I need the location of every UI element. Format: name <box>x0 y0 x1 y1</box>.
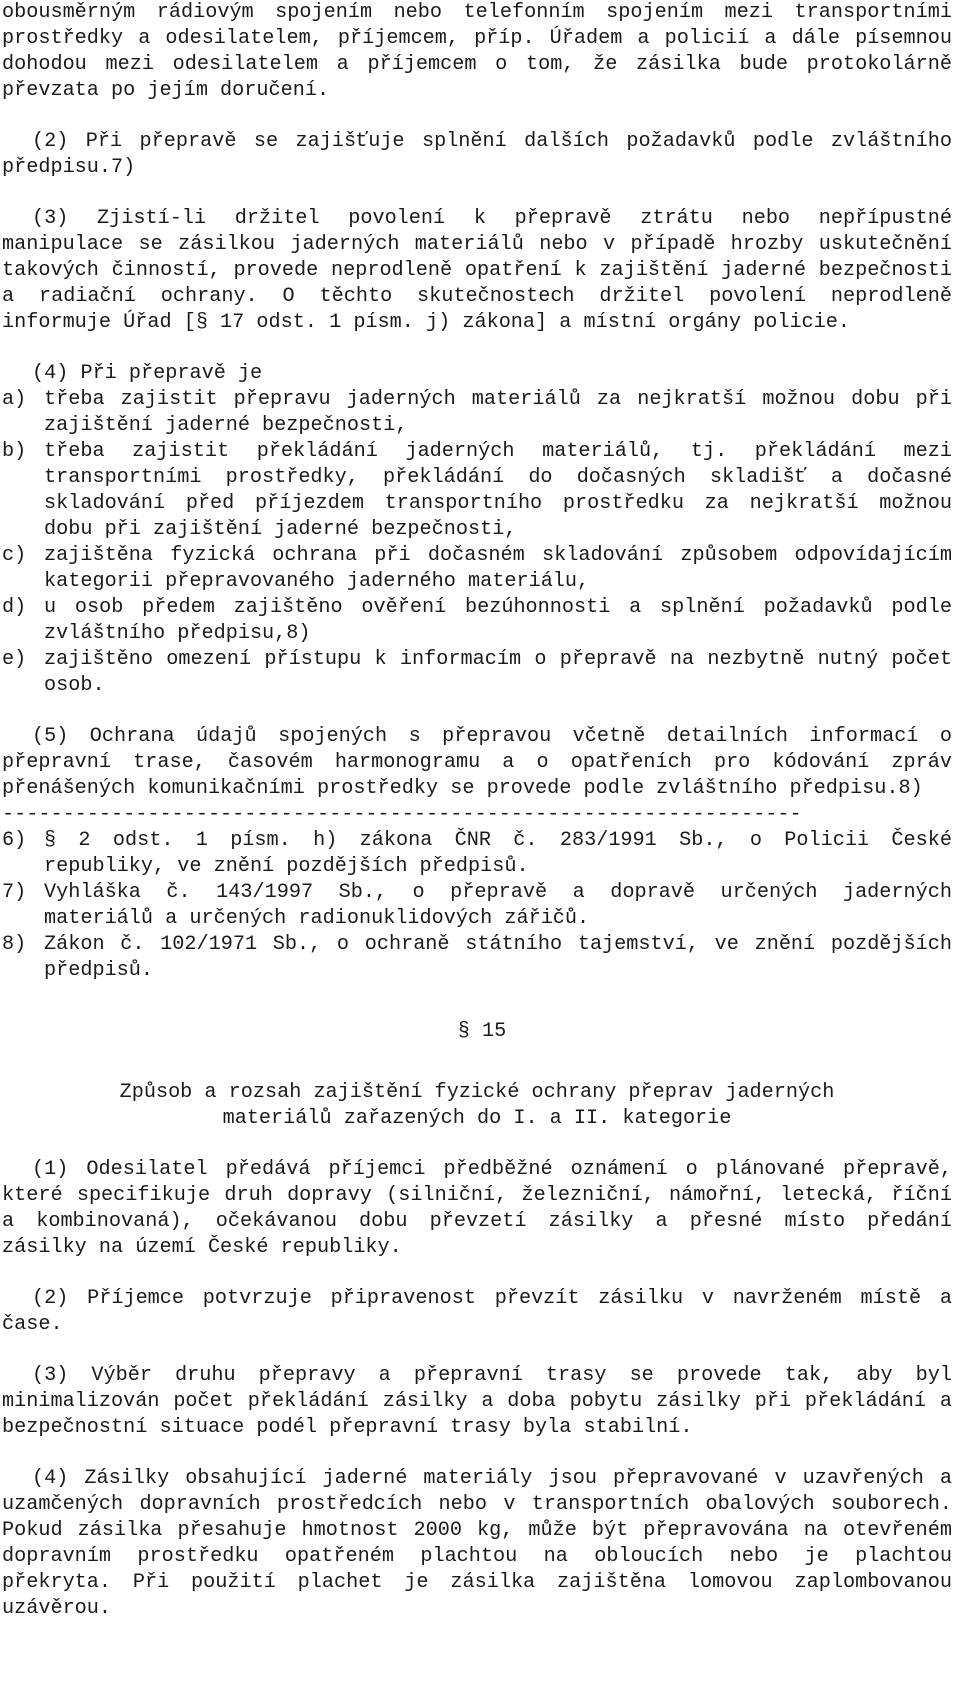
footnote-text: Zákon č. 102/1971 Sb., o ochraně státního tajemství, ve znění pozdějších předpisů. <box>44 933 952 982</box>
list-item <box>2 543 952 595</box>
list-item <box>2 387 952 439</box>
paragraph-5: (5) Ochrana údajů spojených s přepravou včetně detailních informací o přepravní trase, časovém harmonogramu a o opatřeních pro kódování zpráv přenášených komunikačními prostředky se provede podle zvláštního předpisu.8) <box>2 725 952 800</box>
s15-paragraph-1: (1) Odesilatel předává příjemci předběžné oznámení o plánované přepravě, které specifikuje druh dopravy (silniční, železniční, námořní, letecká, říční a kombinovaná), očekávanou dobu převzetí zásilky a přesné místo předání zásilky na území České republiky. <box>2 1158 952 1259</box>
section-title <box>2 1080 952 1132</box>
list-item-text: zajištěna fyzická ochrana při dočasném skladování způsobem odpovídajícím kategorii přepravovaného jaderného materiálu, <box>44 544 952 593</box>
footnote <box>2 828 952 880</box>
list-item-text: třeba zajistit překládání jaderných materiálů, tj. překládání mezi transportními prostředky, překládání do dočasných skladišť a dočasné skladování před příjezdem transportního prostředku za nejkratší možnou dobu při zajištění jaderné bezpečnosti, <box>44 440 952 541</box>
paragraph-2: (2) Při přepravě se zajišťuje splnění dalších požadavků podle zvláštního předpisu.7) <box>2 130 952 179</box>
list-item-text: zajištěno omezení přístupu k informacím o přepravě na nezbytně nutný počet osob. <box>44 648 952 697</box>
section-title-line: materiálů zařazených do I. a II. kategorie <box>222 1107 732 1130</box>
s15-paragraph-2: (2) Příjemce potvrzuje připravenost převzít zásilku v navrženém místě a čase. <box>2 1287 952 1336</box>
footnote-label: 6) <box>2 829 27 852</box>
footnote-label: 8) <box>2 933 27 956</box>
paragraph-3: (3) Zjistí-li držitel povolení k přepravě ztrátu nebo nepřípustné manipulace se zásilkou jaderných materiálů nebo v případě hrozby uskutečnění takových činností, provede neprodleně opatření k zajištění jaderné bezpečnosti a radiační ochrany. O těchto skutečnostech držitel povolení neprodleně informuje Úřad [§ 17 odst. 1 písm. j) zákona] a místní orgány policie. <box>2 207 952 334</box>
list-item <box>2 647 952 699</box>
list-item-label: a) <box>2 388 27 411</box>
s15-paragraph-4: (4) Zásilky obsahující jaderné materiály jsou přepravované v uzavřených a uzamčených dopravních prostředcích nebo v transportních obalových souborech. Pokud zásilka přesahuje hmotnost 2000 kg, může být přepravována na otevřeném dopravním prostředku opatřeném plachtou na obloucích nebo je plachtou překryta. Při použití plachet je zásilka zajištěna lomovou zaplombovanou uzávěrou. <box>2 1467 952 1620</box>
footnote <box>2 880 952 932</box>
list-item-text: u osob předem zajištěno ověření bezúhonnosti a splnění požadavků podle zvláštního předpisu,8) <box>44 596 952 645</box>
continuation-paragraph: obousměrným rádiovým spojením nebo telefonním spojením mezi transportními prostředky a odesilatelem, příjemcem, příp. Úřadem a policií a dále písemnou dohodou mezi odesilatelem a příjemcem o tom, že zásilka bude protokolárně převzata po jejím doručení. <box>2 1 952 102</box>
s15-paragraph-3: (3) Výběr druhu přepravy a přepravní trasy se provede tak, aby byl minimalizován počet překládání zásilky a doba pobytu zásilky při překládání a bezpečnostní situace podél přepravní trasy byla stabilní. <box>2 1364 952 1439</box>
footnote-label: 7) <box>2 881 27 904</box>
list-item-label: e) <box>2 648 27 671</box>
footnote-text: § 2 odst. 1 písm. h) zákona ČNR č. 283/1991 Sb., o Policii České republiky, ve znění pozdějších předpisů. <box>44 829 952 878</box>
list-item-label: c) <box>2 544 27 567</box>
paragraph-4-list <box>2 387 952 699</box>
section-number: § 15 <box>457 1020 507 1043</box>
list-item-text: třeba zajistit přepravu jaderných materiálů za nejkratší možnou dobu při zajištění jaderné bezpečnosti, <box>44 388 952 437</box>
footnote-separator: ------------------------------------------------------------------ <box>2 803 802 826</box>
section-title-line: Způsob a rozsah zajištění fyzické ochrany přeprav jaderných <box>119 1081 835 1104</box>
footnote <box>2 932 952 984</box>
list-item-label: b) <box>2 440 27 463</box>
footnotes <box>2 828 952 984</box>
list-item <box>2 439 952 543</box>
list-item-label: d) <box>2 596 27 619</box>
list-item <box>2 595 952 647</box>
footnote-text: Vyhláška č. 143/1997 Sb., o přepravě a dopravě určených jaderných materiálů a určených radionuklidových zářičů. <box>44 881 952 930</box>
paragraph-4-intro: (4) Při přepravě je <box>32 362 263 385</box>
